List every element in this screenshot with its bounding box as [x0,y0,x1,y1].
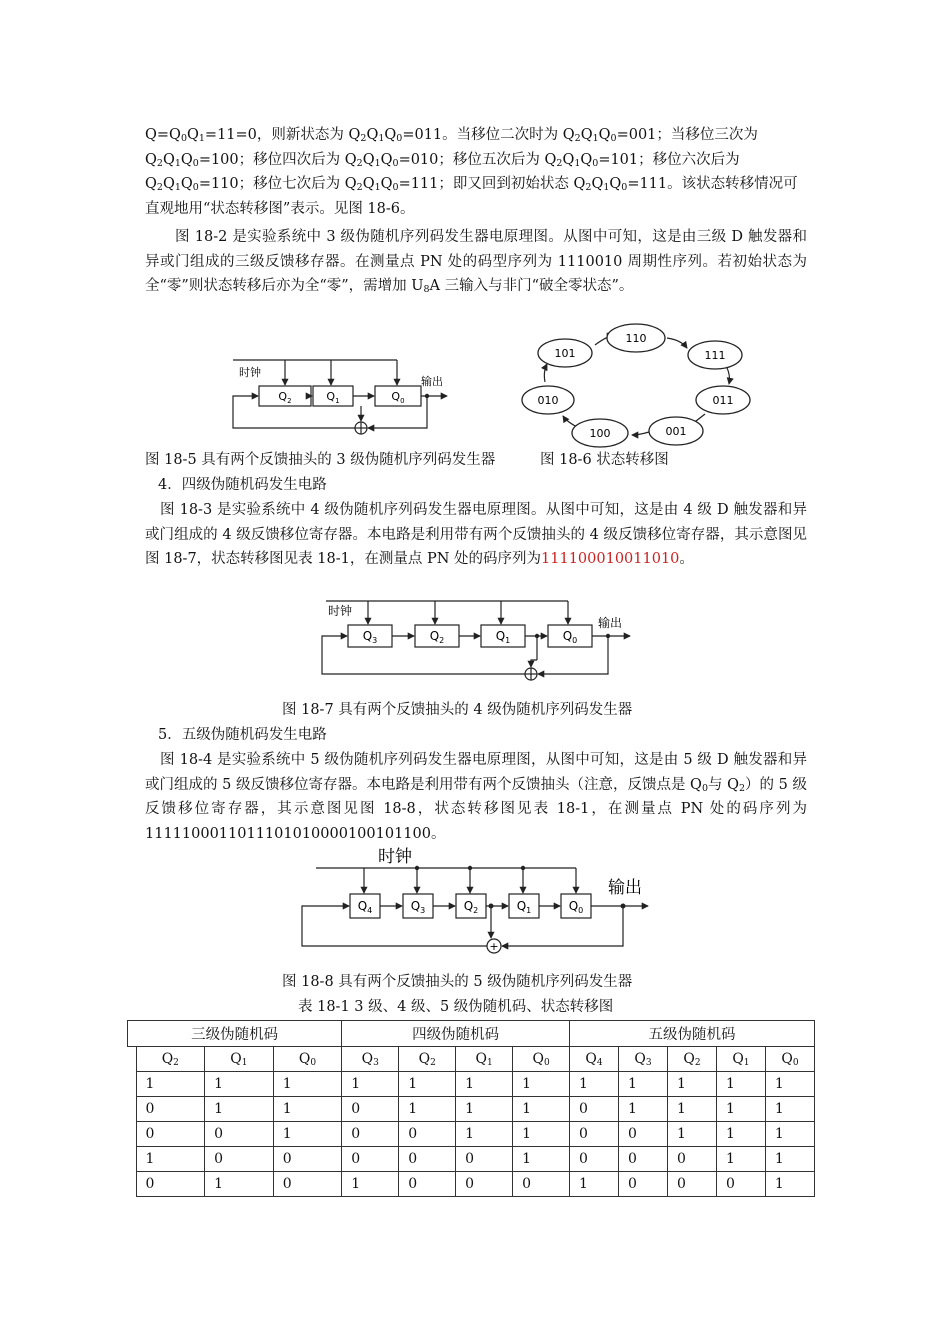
table-cell: 0 [136,1122,205,1147]
register-label: $Q_3$ [362,629,378,645]
table-cell: 1 [205,1172,274,1197]
table-cell: 1 [716,1147,765,1172]
table-cell: 1 [765,1072,814,1097]
paragraph-state-shift [145,123,807,221]
fig18-5-diagram [225,352,455,442]
output-label: 输出 [608,878,642,898]
group-5-stage: 五级伪随机码 [570,1021,815,1047]
column-header: $Q_2$ [399,1047,456,1072]
table-cell: 1 [399,1072,456,1097]
table-cell: 0 [273,1172,342,1197]
table-row [128,1172,815,1197]
column-header: $Q_3$ [619,1047,668,1072]
paragraph-5-stage: 图 18-4 是实验系统中 5 级伪随机序列码发生器电原理图，从图中可知，这是由 5 级 D 触发器和异或门组成的 5 级反馈移位寄存器。本电路是利用带有两个反馈抽头（注意，反馈点是 $Q_0$与 $Q_2$）的 5 级反馈移位寄存器，其示意图见图 18-8，状态转移图见表 18-1，在测量点 PN 处的码序列为 1111100011011101010000100101100。 [145,752,807,842]
heading-4-stage: 4．四级伪随机码发生电路 [158,477,327,493]
table-cell: 0 [667,1172,716,1197]
table-cell: 1 [513,1072,570,1097]
caption-fig18-8: 图 18-8 具有两个反馈抽头的 5 级伪随机序列码发生器 [282,974,633,990]
table-cell: 0 [205,1147,274,1172]
table-cell: 1 [716,1122,765,1147]
register-label: $Q_2$ [429,629,445,645]
caption-fig18-5: 图 18-5 具有两个反馈抽头的 3 级伪随机序列码发生器 [145,452,496,468]
table-cell: 0 [399,1172,456,1197]
register-label: $Q_2$ [463,899,479,915]
output-label: 输出 [421,375,443,388]
table-cell: 0 [399,1122,456,1147]
state-label: 110 [625,332,647,345]
table-cell: 0 [619,1172,668,1197]
table-cell: 1 [273,1072,342,1097]
table-row [128,1097,815,1122]
column-header: $Q_0$ [765,1047,814,1072]
table-cell: 1 [570,1172,619,1197]
register-label: $Q_4$ [357,899,373,915]
table-cell: 0 [342,1097,399,1122]
table-cell: 1 [619,1072,668,1097]
clock-label: 时钟 [239,366,261,379]
heading-5-stage: 5．五级伪随机码发生电路 [158,727,327,743]
table-cell: 0 [342,1147,399,1172]
table-row [128,1072,815,1097]
paragraph-4-stage: 图 18-3 是实验系统中 4 级伪随机序列码发生器电原理图。从图中可知，这是由 4 级 D 触发器和异或门组成的 4 级反馈移位寄存器。本电路是利用带有两个反馈抽头的 4 级反馈移位寄存器，其示意图见图 18-7，状态转移图见表 18-1，在测量点 PN 处的码序列为111100010011010。 [145,502,807,568]
table-cell: 1 [456,1122,513,1147]
line-1: $Q=Q_0Q_1=11=0$，则新状态为 $Q_2Q_1Q_0=011$。当移位二次时为 $Q_2Q_1Q_0=001$；当移位三次为 [145,127,758,144]
table-body [128,1072,815,1197]
line-3: $Q_2Q_1Q_0=110$；移位七次后为 $Q_2Q_1Q_0=111$；即又回到初始状态 $Q_2Q_1Q_0=111$。该状态转移情况可 [145,176,798,194]
table-cell: 0 [399,1147,456,1172]
caption-fig18-6: 图 18-6 状态转移图 [540,452,669,468]
caption-fig18-7: 图 18-7 具有两个反馈抽头的 4 级伪随机序列码发生器 [282,702,633,718]
column-header: $Q_3$ [342,1047,399,1072]
table-cell: 1 [273,1097,342,1122]
fig18-7-diagram [318,597,638,689]
xor-symbol: + [489,940,499,953]
table-cell: 0 [136,1172,205,1197]
table-cell: 1 [716,1097,765,1122]
line-2: $Q_2Q_1Q_0=100$；移位四次后为 $Q_2Q_1Q_0=010$；移位五次后为 $Q_2Q_1Q_0=101$；移位六次后为 [145,151,740,169]
table-cell: 0 [570,1147,619,1172]
table-cell: 1 [716,1072,765,1097]
table-cell: 1 [765,1097,814,1122]
column-header: $Q_0$ [513,1047,570,1072]
register-label: $Q_1$ [495,629,511,645]
state-label: 101 [554,347,576,360]
table-cell: 0 [342,1122,399,1147]
table-group-row [128,1021,815,1047]
table-cell: 1 [765,1147,814,1172]
table-cell: 0 [716,1172,765,1197]
fig18-8-diagram [298,846,660,958]
register-label: $Q_0$ [391,390,405,405]
table-cell: 0 [619,1147,668,1172]
table-row [128,1122,815,1147]
table-cell: 0 [136,1097,205,1122]
table-cell: 1 [513,1122,570,1147]
column-header: $Q_2$ [136,1047,205,1072]
group-3-stage: 三级伪随机码 [128,1021,342,1047]
table-cell: 0 [456,1172,513,1197]
clock-label: 时钟 [328,604,353,618]
state-label: 111 [704,349,726,362]
table-cell: 1 [205,1072,274,1097]
state-transition-table [127,1020,815,1197]
column-header: $Q_4$ [570,1047,619,1072]
table-cell: 1 [456,1072,513,1097]
table-cell: 1 [619,1097,668,1122]
table-cell: 0 [619,1122,668,1147]
table-cell: 0 [513,1172,570,1197]
table-cell: 1 [765,1122,814,1147]
output-label: 输出 [598,616,623,630]
table-cell: 1 [513,1147,570,1172]
column-header: $Q_1$ [716,1047,765,1072]
state-label: 100 [589,427,611,440]
caption-table18-1: 表 18-1 3 级、4 级、5 级伪随机码、状态转移图 [298,999,614,1015]
register-label: $Q_1$ [516,899,532,915]
table-cell: 1 [667,1072,716,1097]
table-header-row [128,1047,815,1072]
register-label: $Q_2$ [278,390,292,405]
table-cell: 0 [205,1122,274,1147]
column-header: $Q_1$ [205,1047,274,1072]
table-cell: 1 [667,1122,716,1147]
table-cell: 0 [570,1097,619,1122]
table-cell: 1 [273,1122,342,1147]
paragraph-3-stage: 图 18-2 是实验系统中 3 级伪随机序列码发生器电原理图。从图中可知，这是由三级 D 触发器和异或门组成的三级反馈移存器。在测量点 PN 处的码型序列为 1110010 周期性序列。若初始状态为全“零”则状态转移后亦为全“零”，需增加 $U_8A$ 三输入与非门“破全零状态”。 [145,229,807,296]
column-header: $Q_0$ [273,1047,342,1072]
table-cell: 1 [570,1072,619,1097]
table-cell: 1 [342,1172,399,1197]
table-cell: 1 [205,1097,274,1122]
state-label: 010 [537,394,559,407]
table-cell: 0 [570,1122,619,1147]
column-header: $Q_2$ [667,1047,716,1072]
table-row [128,1147,815,1172]
table-cell: 1 [136,1072,205,1097]
register-label: $Q_0$ [568,899,584,915]
table-cell: 0 [456,1147,513,1172]
table-cell: 1 [456,1097,513,1122]
table-cell: 0 [667,1147,716,1172]
register-label: $Q_3$ [410,899,426,915]
register-label: $Q_1$ [326,390,340,405]
table-cell: 1 [136,1147,205,1172]
fig18-6-state-diagram [515,318,765,448]
table-cell: 1 [342,1072,399,1097]
table-cell: 1 [667,1097,716,1122]
clock-label: 时钟 [378,847,412,867]
state-label: 001 [665,425,687,438]
register-label: $Q_0$ [562,629,578,645]
table-cell: 1 [765,1172,814,1197]
line-4: 直观地用“状态转移图”表示。见图 18-6。 [145,200,415,217]
state-label: 011 [712,394,734,407]
table-cell: 0 [273,1147,342,1172]
group-4-stage: 四级伪随机码 [342,1021,570,1047]
table-cell: 1 [399,1097,456,1122]
column-header: $Q_1$ [456,1047,513,1072]
pn-sequence-4-stage: 111100010011010 [541,551,680,568]
table-cell: 1 [513,1097,570,1122]
